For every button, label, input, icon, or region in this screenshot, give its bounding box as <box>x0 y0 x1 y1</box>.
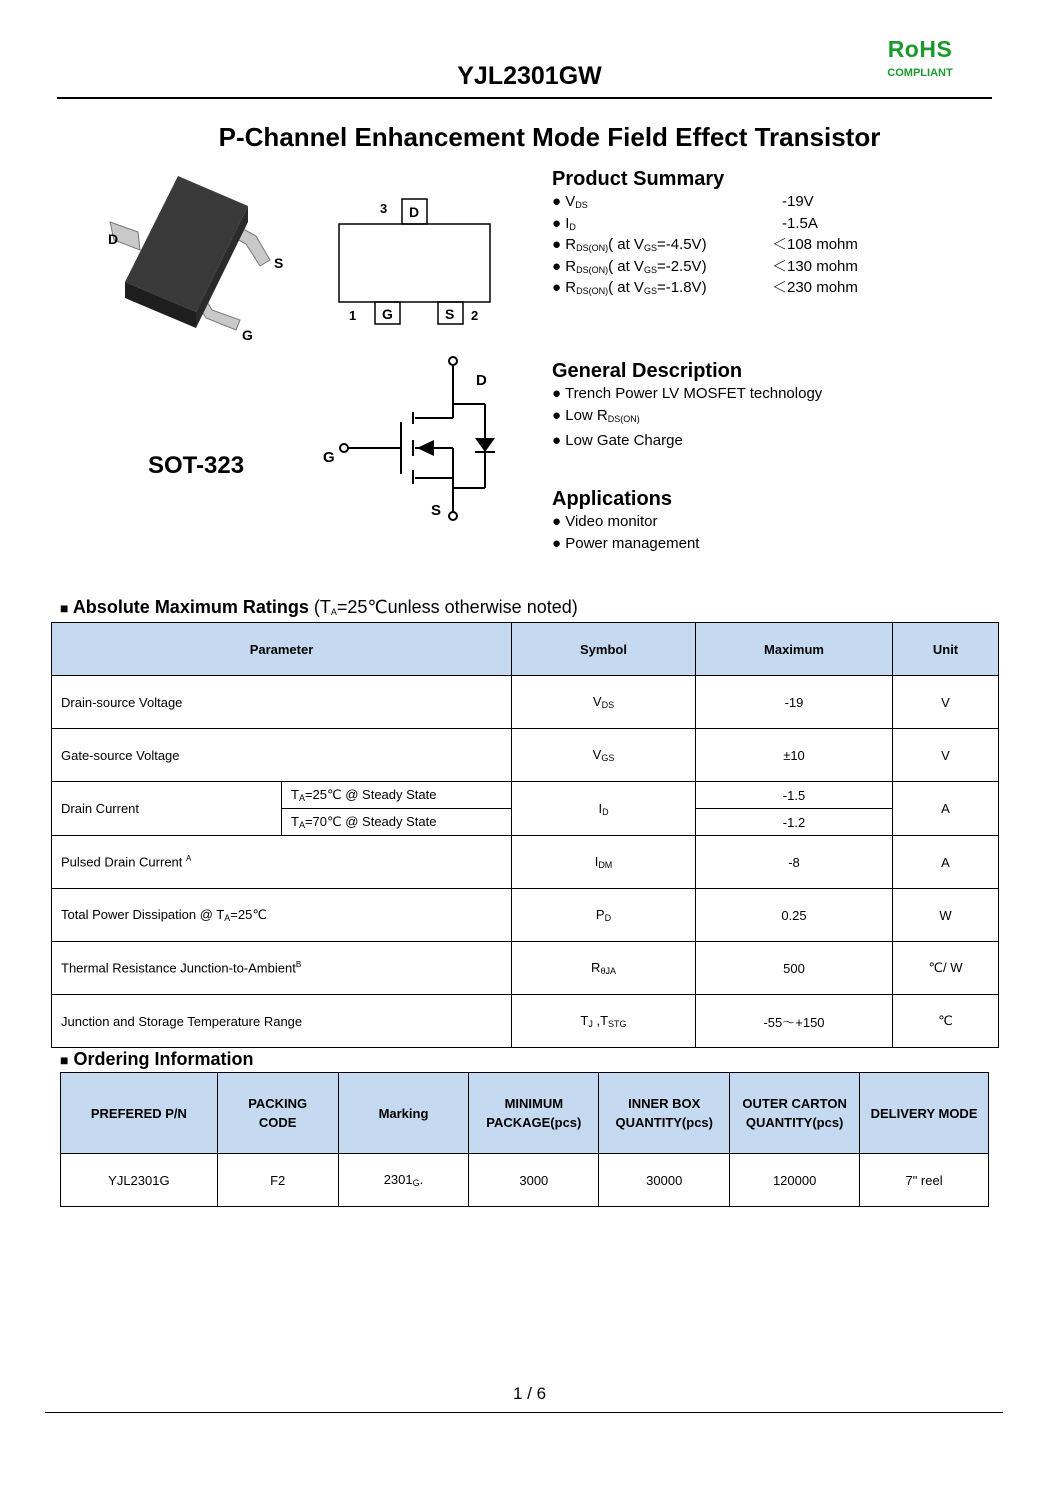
max-cell: -55～+150 <box>696 995 893 1048</box>
symbol: P <box>595 907 605 922</box>
subscript: STG <box>608 1019 627 1029</box>
marking-dot: . <box>419 1172 424 1187</box>
abs-max-heading <box>60 597 578 618</box>
summary-row-rdson-1v8 <box>552 277 952 299</box>
unit-cell: V <box>893 676 999 729</box>
header-text: QUANTITY(pcs) <box>745 1115 844 1130</box>
package-3d-drawing <box>100 170 300 345</box>
symbol: R <box>565 257 577 275</box>
summary-row-vds <box>552 191 952 213</box>
col-outer-carton <box>730 1073 860 1154</box>
bullet: ● <box>552 257 562 275</box>
symbol: R <box>591 960 601 975</box>
summary-row-rdson-2v5 <box>552 256 952 278</box>
param-cell: Junction and Storage Temperature Range <box>52 995 512 1048</box>
pin2-number: 2 <box>471 308 479 323</box>
header-text: CODE <box>258 1115 297 1130</box>
unit-cell: V <box>893 729 999 782</box>
subscript: D <box>569 221 576 232</box>
symbol: V <box>592 747 602 762</box>
col-marking <box>338 1073 469 1154</box>
param-cell <box>52 889 512 942</box>
description-item <box>552 405 952 431</box>
mosfet-schematic-symbol <box>318 352 508 527</box>
document-title: P-Channel Enhancement Mode Field Effect Transistor <box>218 122 881 152</box>
header-rule <box>57 97 992 99</box>
header-text: MINIMUM <box>504 1096 564 1111</box>
symbol: V <box>592 694 602 709</box>
param-cell: Drain Current <box>52 782 282 836</box>
bullet: ● <box>552 214 562 232</box>
param-cell: Gate-source Voltage <box>52 729 512 782</box>
symbol: R <box>565 236 577 253</box>
unit-cell: W <box>893 889 999 942</box>
col-parameter: Parameter <box>52 623 512 676</box>
param-text: Pulsed Drain Current <box>61 854 183 870</box>
description-text: ● Low R <box>552 406 608 424</box>
subscript: DS(ON) <box>576 286 609 296</box>
outer-carton-cell: 120000 <box>730 1154 860 1207</box>
schematic-label-g: G <box>323 449 335 466</box>
subscript: θJA <box>600 966 616 976</box>
symbol: I <box>598 800 603 816</box>
condition-cell <box>282 782 512 809</box>
symbol-cell <box>512 995 696 1048</box>
summary-row-id <box>552 213 952 235</box>
subscript: GS <box>601 753 615 763</box>
param-text: Thermal Resistance Junction-to-Ambient <box>61 960 296 976</box>
header-text: OUTER CARTON <box>742 1096 847 1111</box>
subscript: DS(ON) <box>607 413 640 424</box>
condition: ( at V <box>608 279 644 296</box>
header-text: PREFERED P/N <box>90 1105 187 1121</box>
condition: ( at V <box>608 236 644 253</box>
summary-row-rdson-4v5 <box>552 234 952 256</box>
table-row <box>52 676 999 729</box>
inner-box-cell: 30000 <box>599 1154 730 1207</box>
max-cell: -8 <box>696 836 893 889</box>
unit-cell: ℃/ W <box>893 942 999 995</box>
col-prefered-pn <box>61 1073 218 1154</box>
header-text: PACKAGE(pcs) <box>486 1115 582 1130</box>
general-description <box>552 360 952 452</box>
package-name: SOT-323 <box>148 452 245 479</box>
product-summary-list <box>552 191 952 299</box>
unit-cell: A <box>893 836 999 889</box>
table-header-row <box>61 1073 989 1154</box>
max-cell: -1.2 <box>696 809 893 836</box>
symbol: I <box>565 214 570 232</box>
summary-value: ＜108 mohm <box>772 236 858 253</box>
marking-cell <box>338 1154 469 1207</box>
header-text: PACKING <box>248 1096 308 1111</box>
col-packing-code <box>217 1073 338 1154</box>
pinout-drawing <box>330 192 505 332</box>
pn-cell: YJL2301G <box>61 1154 218 1207</box>
unit-cell: ℃ <box>893 995 999 1048</box>
ordering-title: Ordering Information <box>73 1049 254 1069</box>
pin-g-label: G <box>382 306 393 322</box>
col-symbol: Symbol <box>512 623 696 676</box>
col-min-package <box>469 1073 599 1154</box>
abs-max-note: =25℃unless otherwise noted) <box>336 597 578 617</box>
col-maximum: Maximum <box>696 623 893 676</box>
condition: =-1.8V) <box>656 279 707 296</box>
footnote-ref: A <box>186 854 192 864</box>
application-item: ● Video monitor <box>552 513 658 530</box>
summary-value: ＜230 mohm <box>772 279 858 296</box>
table-row <box>52 836 999 889</box>
max-cell: 500 <box>696 942 893 995</box>
param-text: Total Power Dissipation @ T <box>61 907 225 922</box>
condition-cell <box>282 809 512 836</box>
bullet: ● <box>552 279 562 296</box>
condition: =70℃ @ Steady State <box>304 814 437 829</box>
symbol: I <box>594 854 599 869</box>
square-bullet-icon: ■ <box>60 1052 69 1068</box>
table-row <box>52 782 999 809</box>
square-bullet-icon: ■ <box>60 600 69 616</box>
subscript: A <box>224 913 231 923</box>
max-cell: 0.25 <box>696 889 893 942</box>
ordering-table <box>60 1072 989 1207</box>
symbol: R <box>565 279 577 296</box>
schematic-label-s: S <box>431 502 442 519</box>
abs-max-note: (T <box>313 597 331 617</box>
condition: =-2.5V) <box>656 257 707 275</box>
col-unit: Unit <box>893 623 999 676</box>
pin3-number: 3 <box>380 201 388 216</box>
max-cell: -19 <box>696 676 893 729</box>
subscript: D <box>602 806 609 817</box>
subscript: A <box>330 607 337 617</box>
bullet: ● <box>552 193 562 210</box>
col-inner-box <box>599 1073 730 1154</box>
table-row <box>61 1154 989 1207</box>
bullet: ● <box>552 236 562 253</box>
code-cell: F2 <box>217 1154 338 1207</box>
product-summary-heading: Product Summary <box>552 168 725 190</box>
summary-value: -1.5A <box>782 214 818 232</box>
subscript: DS <box>575 200 588 210</box>
subscript: GS <box>643 264 657 275</box>
condition: =-4.5V) <box>656 236 707 253</box>
subscript: DS(ON) <box>576 264 609 275</box>
subscript: DM <box>598 860 613 870</box>
subscript: J <box>588 1019 593 1029</box>
subscript: G <box>412 1178 420 1188</box>
pkg-label-d: D <box>108 231 119 247</box>
rohs-compliant-text: COMPLIANT <box>887 67 953 79</box>
footer-rule <box>45 1412 1003 1413</box>
general-description-heading: General Description <box>552 360 743 382</box>
symbol: T <box>580 1013 589 1028</box>
footnote-ref: B <box>295 960 302 970</box>
symbol-cell <box>512 942 696 995</box>
subscript: DS <box>601 700 615 710</box>
applications <box>552 488 952 554</box>
unit-cell: A <box>893 782 999 836</box>
max-cell: -1.5 <box>696 782 893 809</box>
subscript: D <box>604 913 612 923</box>
symbol-cell <box>512 676 696 729</box>
abs-max-table <box>51 622 999 1048</box>
subscript: GS <box>643 243 657 253</box>
abs-max-title: Absolute Maximum Ratings <box>72 597 309 617</box>
summary-value: -19V <box>782 193 814 210</box>
description-item: ● Trench Power LV MOSFET technology <box>552 385 823 402</box>
pin-d-label: D <box>409 204 420 220</box>
pin1-number: 1 <box>349 308 357 323</box>
summary-value: ＜130 mohm <box>772 257 858 275</box>
pkg-label-g: G <box>242 327 253 343</box>
part-number-title: YJL2301GW <box>457 62 602 90</box>
header-text: QUANTITY(pcs) <box>615 1115 713 1130</box>
rohs-logo <box>880 36 960 79</box>
table-row <box>52 889 999 942</box>
condition: ( at V <box>608 257 644 275</box>
param-cell: Drain-source Voltage <box>52 676 512 729</box>
page-number: 1 / 6 <box>512 1384 547 1403</box>
subscript: GS <box>643 286 657 296</box>
header-text: INNER BOX <box>628 1096 701 1111</box>
description-item: ● Low Gate Charge <box>552 432 683 449</box>
symbol: ,T <box>592 1013 609 1028</box>
symbol-cell <box>512 782 696 836</box>
condition: T <box>291 787 299 802</box>
table-header-row <box>52 623 999 676</box>
applications-heading: Applications <box>552 488 673 510</box>
table-row <box>52 942 999 995</box>
symbol: V <box>565 193 576 210</box>
param-cell <box>52 836 512 889</box>
symbol-cell <box>512 836 696 889</box>
condition: T <box>291 814 299 829</box>
schematic-label-d: D <box>476 372 487 389</box>
delivery-mode-cell: 7" reel <box>860 1154 989 1207</box>
header-text: DELIVERY MODE <box>870 1105 978 1121</box>
table-row <box>52 729 999 782</box>
pin-s-label: S <box>445 306 455 322</box>
rohs-text: RoHS <box>887 36 953 62</box>
symbol-cell <box>512 729 696 782</box>
condition: =25℃ @ Steady State <box>304 787 437 802</box>
pkg-label-s: S <box>274 255 284 271</box>
param-text: =25℃ <box>230 907 267 922</box>
symbol-cell <box>512 889 696 942</box>
subscript: A <box>298 793 305 803</box>
subscript: A <box>298 820 305 830</box>
min-package-cell: 3000 <box>469 1154 599 1207</box>
application-item: ● Power management <box>552 534 700 552</box>
marking-text: 2301 <box>383 1172 413 1187</box>
table-row <box>52 995 999 1048</box>
ordering-heading <box>60 1049 253 1070</box>
col-delivery-mode <box>860 1073 989 1154</box>
subscript: DS(ON) <box>576 243 609 253</box>
max-cell: ±10 <box>696 729 893 782</box>
param-cell <box>52 942 512 995</box>
product-summary <box>552 168 952 299</box>
header-text: Marking <box>378 1105 429 1121</box>
